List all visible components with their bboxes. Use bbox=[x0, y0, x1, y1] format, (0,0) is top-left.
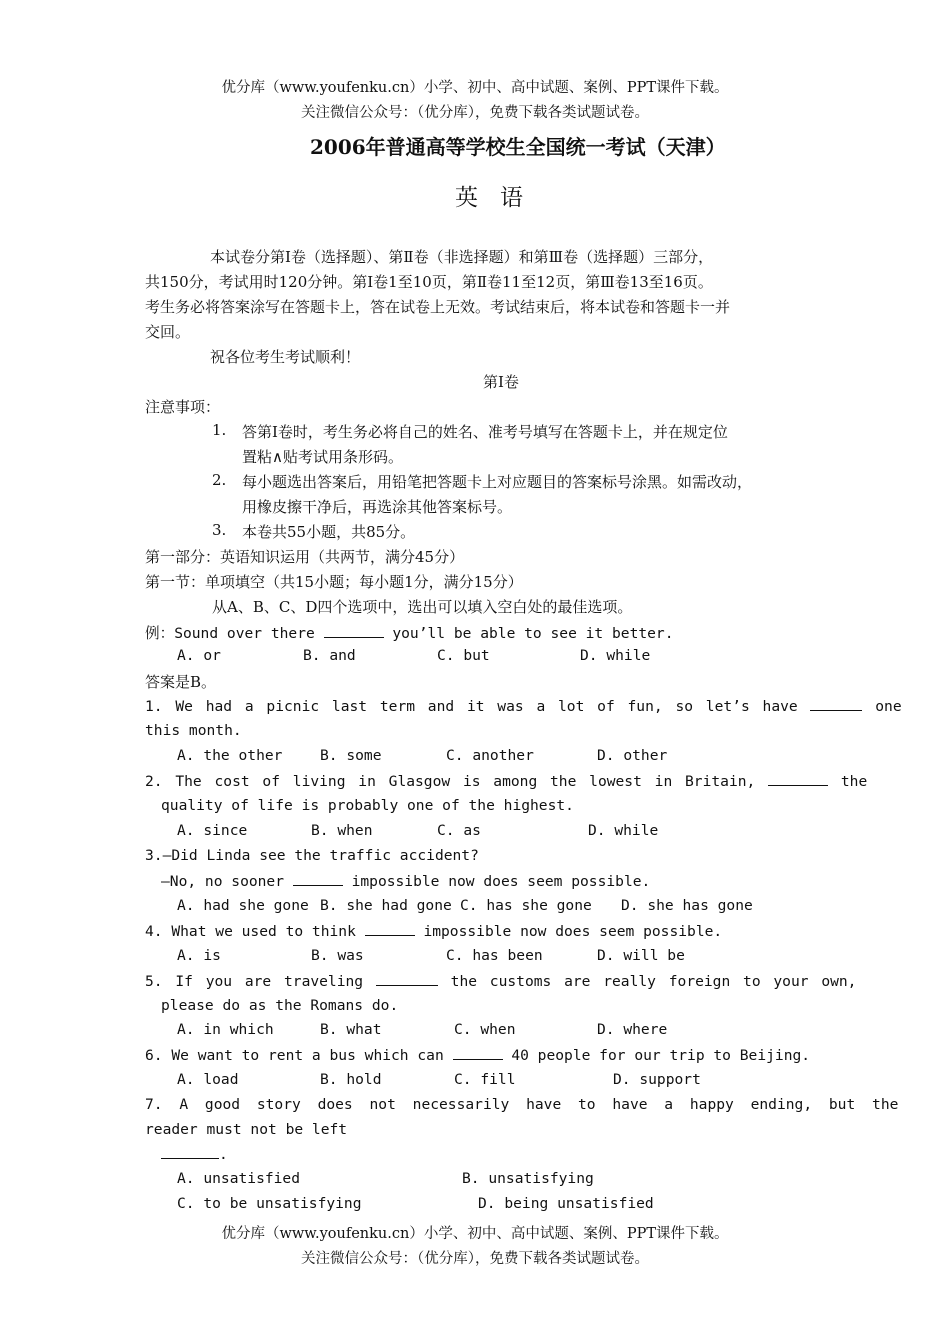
note-2-line-2: 用橡皮擦干净后，再选涂其他答案标号。 bbox=[242, 498, 513, 516]
q5-option-c: C. when bbox=[454, 1021, 516, 1038]
example-answer: 答案是B。 bbox=[145, 673, 217, 691]
q6-stem-start: 6. We want to rent a bus which can bbox=[145, 1047, 453, 1064]
q3-option-c: C. has she gone bbox=[460, 897, 592, 914]
q1-option-c: C. another bbox=[446, 747, 534, 764]
q7-stem-line-1: 7. A good story does not necessarily have to have a happy ending, but the bbox=[145, 1096, 899, 1113]
q1-stem-end: one bbox=[862, 698, 902, 715]
q2-option-a: A. since bbox=[177, 822, 248, 839]
note-3-line-1: 本卷共55小题，共85分。 bbox=[242, 523, 416, 541]
example-stem-end: you’ll be able to see it better. bbox=[383, 625, 674, 642]
q6-option-b: B. hold bbox=[320, 1071, 382, 1088]
q6-option-c: C. fill bbox=[454, 1071, 516, 1088]
part1-heading: 第一部分：英语知识运用（共两节，满分45分） bbox=[145, 548, 465, 566]
q7-option-c: C. to be unsatisfying bbox=[177, 1195, 362, 1212]
volume-heading: 第Ⅰ卷 bbox=[483, 373, 519, 391]
answer-blank bbox=[324, 624, 384, 638]
q5-stem-end: the customs are really foreign to your own, bbox=[437, 973, 857, 990]
intro-wish: 祝各位考生考试顺利！ bbox=[210, 348, 361, 366]
q7-stem-end: . bbox=[219, 1146, 228, 1163]
q5-stem-start: 5. If you are traveling bbox=[145, 973, 376, 990]
q2-stem-start: 2. The cost of living in Glasgow is among the lowest in Britain, bbox=[145, 773, 769, 790]
header-line-2: 关注微信公众号：（优分库），免费下载各类试题试卷。 bbox=[301, 105, 649, 121]
intro-line-4: 交回。 bbox=[145, 323, 191, 341]
q4-option-a: A. is bbox=[177, 947, 221, 964]
q2-stem-line-1 bbox=[145, 772, 867, 790]
note-2-number: 2. bbox=[212, 471, 227, 489]
example-option-a: A. or bbox=[177, 647, 221, 664]
q6-stem-end: 40 people for our trip to Beijing. bbox=[502, 1047, 811, 1064]
q4-option-b: B. was bbox=[311, 947, 364, 964]
q4-option-c: C. has been bbox=[446, 947, 543, 964]
q2-stem-end: the bbox=[828, 773, 868, 790]
intro-line-2: 共150分，考试用时120分钟。第Ⅰ卷1至10页，第Ⅱ卷11至12页，第Ⅲ卷13至16页。 bbox=[145, 273, 713, 291]
q5-option-d: D. where bbox=[597, 1021, 668, 1038]
note-1-line-2: 置粘∧贴考试用条形码。 bbox=[242, 448, 403, 466]
q4-stem-end: impossible now does seem possible. bbox=[414, 923, 723, 940]
q1-option-b: B. some bbox=[320, 747, 382, 764]
q7-option-a: A. unsatisfied bbox=[177, 1170, 301, 1187]
q3-option-a: A. had she gone bbox=[177, 897, 309, 914]
intro-line-3: 考生务必将答案涂写在答题卡上，答在试卷上无效。考试结束后，将本试卷和答题卡一并 bbox=[145, 298, 731, 316]
answer-blank bbox=[293, 872, 343, 886]
note-1-line-1: 答第Ⅰ卷时，考生务必将自己的姓名、准考号填写在答题卡上，并在规定位 bbox=[242, 423, 728, 441]
note-2-line-1: 每小题选出答案后，用铅笔把答题卡上对应题目的答案标号涂黑。如需改动， bbox=[242, 473, 753, 491]
q1-option-a: A. the other bbox=[177, 747, 283, 764]
example-option-b: B. and bbox=[303, 647, 356, 664]
q5-option-a: A. in which bbox=[177, 1021, 274, 1038]
q4-stem-line-1 bbox=[145, 922, 722, 940]
q5-stem-line-1 bbox=[145, 972, 856, 990]
answer-blank bbox=[376, 972, 438, 986]
q4-option-d: D. will be bbox=[597, 947, 685, 964]
exam-subject: 英语 bbox=[455, 185, 545, 211]
q3-stem-start: —No, no sooner bbox=[161, 873, 293, 890]
header-line-1: 优分库（www.youfenku.cn）小学、初中、高中试题、案例、PPT课件下载。 bbox=[221, 80, 729, 96]
q3-stem-line-1: 3.—Did Linda see the traffic accident? bbox=[145, 847, 479, 864]
footer-line-1: 优分库（www.youfenku.cn）小学、初中、高中试题、案例、PPT课件下载。 bbox=[221, 1226, 729, 1242]
q6-stem-line-1 bbox=[145, 1046, 810, 1064]
q3-option-d: D. she has gone bbox=[621, 897, 753, 914]
q2-stem-line-2: quality of life is probably one of the highest. bbox=[161, 797, 574, 814]
q3-stem-end: impossible now does seem possible. bbox=[342, 873, 651, 890]
example-stem-start: 例：Sound over there bbox=[145, 625, 324, 642]
answer-blank bbox=[810, 697, 862, 711]
q2-option-b: B. when bbox=[311, 822, 373, 839]
note-1-number: 1. bbox=[212, 421, 227, 439]
q5-stem-line-2: please do as the Romans do. bbox=[161, 997, 399, 1014]
exam-title: 2006年普通高等学校生全国统一考试（天津） bbox=[310, 135, 726, 159]
section1-heading: 第一节：单项填空（共15小题；每小题1分，满分15分） bbox=[145, 573, 523, 591]
example-stem bbox=[145, 622, 674, 643]
q6-option-a: A. load bbox=[177, 1071, 239, 1088]
q1-stem-line-1 bbox=[145, 697, 902, 715]
q3-stem-line-2 bbox=[161, 872, 650, 890]
note-3-number: 3. bbox=[212, 521, 227, 539]
q1-stem-line-2: this month. bbox=[145, 722, 242, 739]
q7-option-b: B. unsatisfying bbox=[462, 1170, 594, 1187]
q7-stem-line-2: reader must not be left bbox=[145, 1121, 348, 1138]
q1-option-d: D. other bbox=[597, 747, 668, 764]
q1-stem-start: 1. We had a picnic last term and it was a lot of fun, so let’s have bbox=[145, 698, 811, 715]
q6-option-d: D. support bbox=[613, 1071, 701, 1088]
answer-blank bbox=[365, 922, 415, 936]
notes-heading: 注意事项： bbox=[145, 398, 221, 416]
q3-option-b: B. she had gone bbox=[320, 897, 452, 914]
section1-instruction: 从A、B、C、D四个选项中，选出可以填入空白处的最佳选项。 bbox=[212, 598, 633, 616]
q2-option-d: D. while bbox=[588, 822, 659, 839]
intro-line-1: 本试卷分第Ⅰ卷（选择题）、第Ⅱ卷（非选择题）和第Ⅲ卷（选择题）三部分， bbox=[210, 248, 714, 266]
footer-line-2: 关注微信公众号：（优分库），免费下载各类试题试卷。 bbox=[301, 1251, 649, 1267]
q7-option-d: D. being unsatisfied bbox=[478, 1195, 654, 1212]
q7-stem-line-3 bbox=[161, 1145, 228, 1163]
example-option-d: D. while bbox=[580, 647, 651, 664]
example-option-c: C. but bbox=[437, 647, 490, 664]
q2-option-c: C. as bbox=[437, 822, 481, 839]
answer-blank bbox=[768, 772, 828, 786]
answer-blank bbox=[453, 1046, 503, 1060]
q5-option-b: B. what bbox=[320, 1021, 382, 1038]
answer-blank bbox=[161, 1145, 219, 1159]
q4-stem-start: 4. What we used to think bbox=[145, 923, 365, 940]
